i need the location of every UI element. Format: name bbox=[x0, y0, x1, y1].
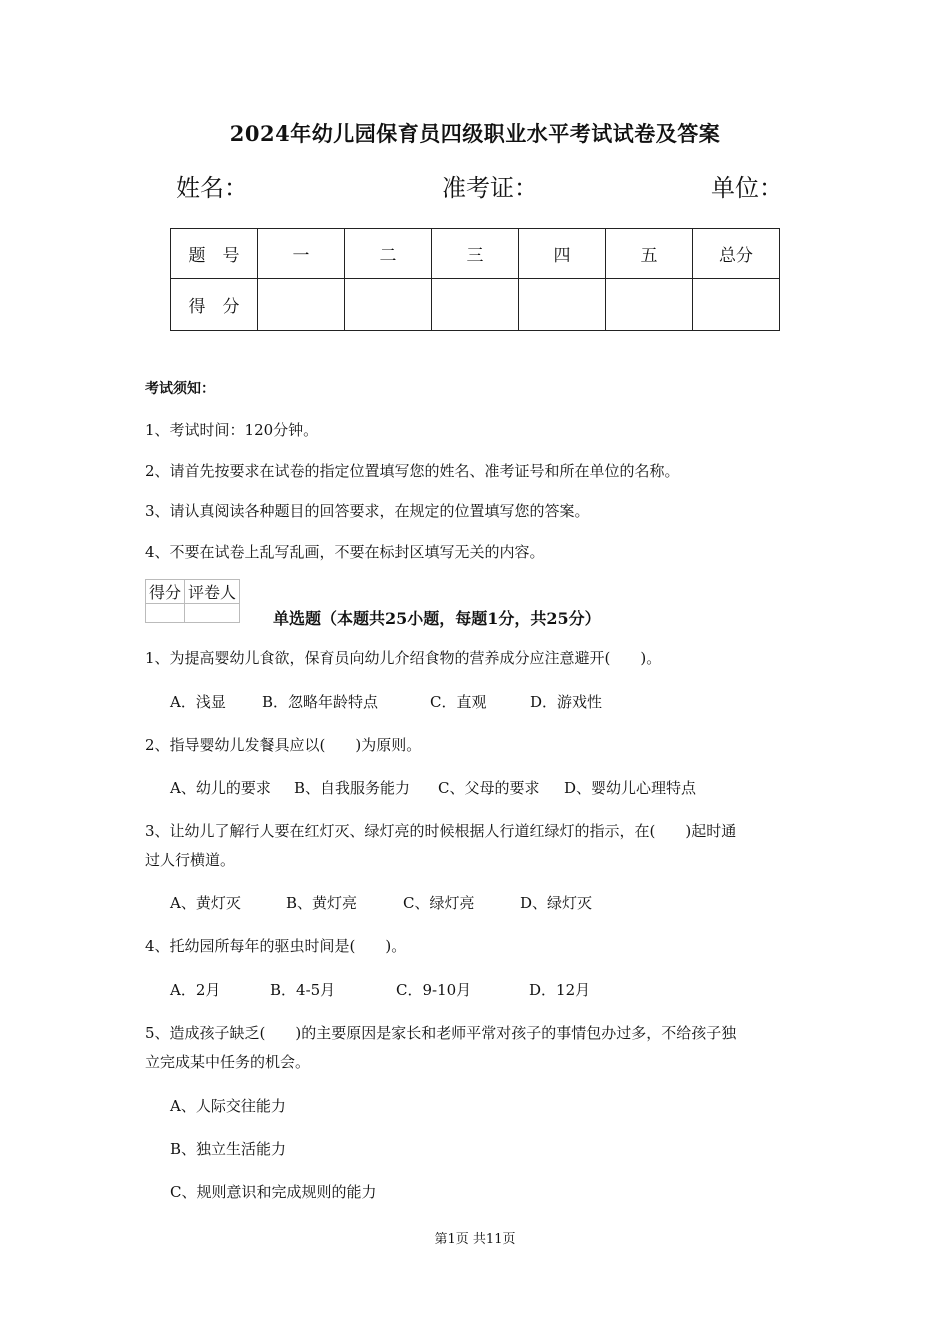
option[interactable]: C、父母的要求 bbox=[438, 779, 540, 797]
option[interactable]: B、自我服务能力 bbox=[294, 779, 411, 797]
grader-box bbox=[145, 579, 240, 623]
score-cell[interactable] bbox=[432, 279, 519, 331]
score-cell[interactable] bbox=[606, 279, 693, 331]
section-title: 单选题（本题共25小题，每题1分，共25分） bbox=[273, 609, 601, 628]
option[interactable]: B、黄灯亮 bbox=[286, 894, 358, 912]
option[interactable]: C、绿灯亮 bbox=[403, 894, 475, 912]
grader-reviewer-label: 评卷人 bbox=[185, 580, 240, 604]
header-cell: 题 号 bbox=[171, 229, 258, 279]
question-text: 3、让幼儿了解行人要在红灯灭、绿灯亮的时候根据人行道红绿灯的指示，在( )起时通 bbox=[145, 822, 737, 840]
question-text: 2、指导婴幼儿发餐具应以( )为原则。 bbox=[145, 736, 422, 754]
option[interactable]: A、幼儿的要求 bbox=[170, 779, 271, 797]
question-text-continued: 过人行横道。 bbox=[145, 851, 236, 869]
document-title: 2024年幼儿园保育员四级职业水平考试试卷及答案 bbox=[229, 121, 721, 146]
option[interactable]: A、黄灯灭 bbox=[170, 894, 241, 912]
option[interactable]: A、人际交往能力 bbox=[170, 1097, 286, 1115]
question-text: 5、造成孩子缺乏( )的主要原因是家长和老师平常对孩子的事情包办过多，不给孩子独 bbox=[145, 1024, 737, 1042]
header-cell: 五 bbox=[606, 229, 693, 279]
question-options bbox=[170, 691, 602, 712]
option[interactable]: B．忽略年龄特点 bbox=[262, 693, 379, 711]
notice-item: 2、请首先按要求在试卷的指定位置填写您的姓名、准考证号和所在单位的名称。 bbox=[145, 462, 680, 480]
notice-item: 1、考试时间：120分钟。 bbox=[145, 421, 319, 439]
grader-score-cell[interactable] bbox=[146, 604, 185, 623]
grader-score-label: 得分 bbox=[146, 580, 185, 604]
option[interactable]: B．4-5月 bbox=[270, 981, 336, 999]
name-label: 姓名： bbox=[176, 174, 248, 202]
grader-reviewer-cell[interactable] bbox=[185, 604, 240, 623]
notice-item: 4、不要在试卷上乱写乱画，不要在标封区填写无关的内容。 bbox=[145, 543, 545, 561]
notice-heading: 考试须知： bbox=[145, 381, 215, 397]
unit-label: 单位： bbox=[711, 174, 783, 202]
score-cell[interactable] bbox=[345, 279, 432, 331]
option[interactable]: A．浅显 bbox=[170, 693, 226, 711]
header-cell: 一 bbox=[258, 229, 345, 279]
question-options bbox=[170, 777, 696, 798]
notice-item: 3、请认真阅读各种题目的回答要求，在规定的位置填写您的答案。 bbox=[145, 502, 590, 520]
header-cell: 二 bbox=[345, 229, 432, 279]
page-footer: 第1页 共11页 bbox=[434, 1232, 516, 1247]
exam-id-label: 准考证： bbox=[442, 174, 538, 202]
score-table bbox=[170, 228, 780, 331]
option[interactable]: D、绿灯灭 bbox=[520, 894, 593, 912]
question-text-continued: 立完成某中任务的机会。 bbox=[145, 1053, 311, 1071]
option[interactable]: B、独立生活能力 bbox=[170, 1140, 287, 1158]
score-cell[interactable] bbox=[693, 279, 780, 331]
option[interactable]: A．2月 bbox=[170, 981, 221, 999]
question-text: 1、为提高婴幼儿食欲，保育员向幼儿介绍食物的营养成分应注意避开( )。 bbox=[145, 649, 662, 667]
option[interactable]: D．游戏性 bbox=[530, 693, 603, 711]
score-row-label: 得 分 bbox=[171, 279, 258, 331]
option[interactable]: D、婴幼儿心理特点 bbox=[564, 779, 697, 797]
score-table-score-row bbox=[171, 279, 780, 331]
score-table-header-row bbox=[171, 229, 780, 279]
question-text: 4、托幼园所每年的驱虫时间是( )。 bbox=[145, 937, 407, 955]
option[interactable]: C．9-10月 bbox=[396, 981, 472, 999]
option[interactable]: C、规则意识和完成规则的能力 bbox=[170, 1183, 377, 1201]
score-cell[interactable] bbox=[519, 279, 606, 331]
option[interactable]: D．12月 bbox=[529, 981, 591, 999]
header-cell: 四 bbox=[519, 229, 606, 279]
question-options bbox=[170, 892, 592, 913]
header-cell: 总分 bbox=[693, 229, 780, 279]
header-cell: 三 bbox=[432, 229, 519, 279]
score-cell[interactable] bbox=[258, 279, 345, 331]
option[interactable]: C．直观 bbox=[430, 693, 487, 711]
question-options bbox=[170, 979, 590, 1000]
